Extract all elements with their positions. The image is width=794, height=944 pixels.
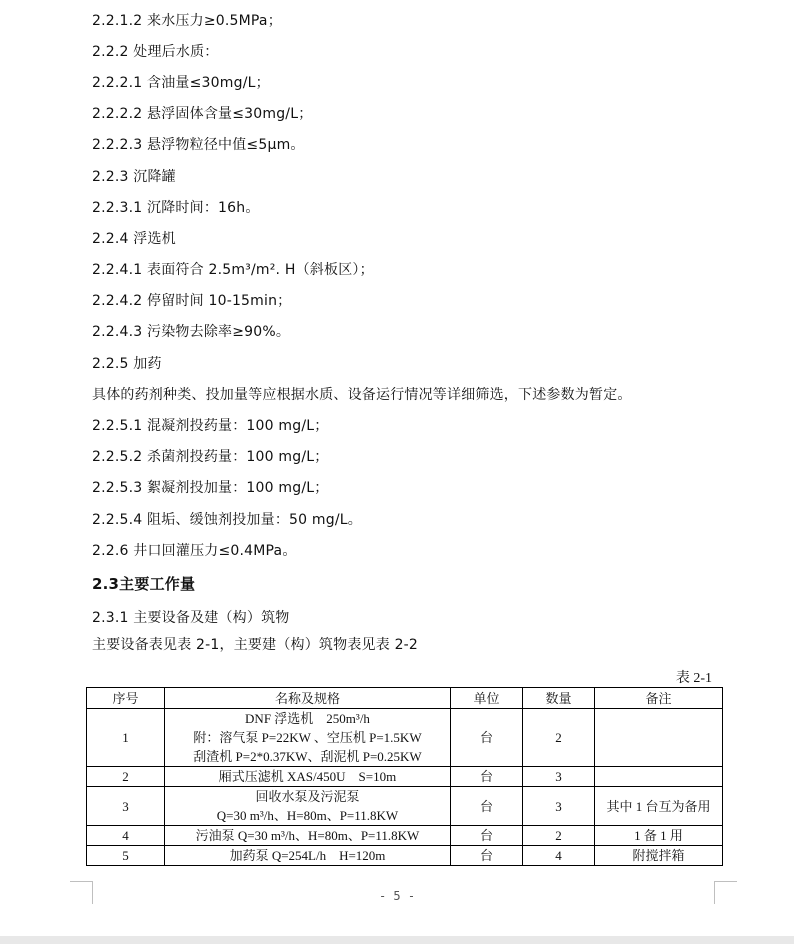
spec-line: 2.2.3.1 沉降时间：16h。 xyxy=(92,200,260,216)
spec-line: 2.2.4.3 污染物去除率≥90%。 xyxy=(92,324,291,340)
spec-text: 回收水泵及污泥泵 xyxy=(255,789,360,804)
cell-no: 4 xyxy=(87,826,165,846)
page-number: - 5 - xyxy=(378,889,416,903)
cell-unit: 台 xyxy=(451,846,523,866)
spec-line: 2.2.5.1 混凝剂投药量：100 mg/L； xyxy=(92,418,329,434)
spec-text: 附：溶气泵 P=22KW 、空压机 P=1.5KW xyxy=(193,730,422,745)
spec-text: 加药泵 Q=254L/h H=120m xyxy=(229,848,386,863)
spec-line: 2.2.3 沉降罐 xyxy=(92,169,176,185)
table-row xyxy=(87,826,723,846)
cell-qty: 3 xyxy=(523,767,595,787)
cell-note: 1 备 1 用 xyxy=(595,826,723,846)
cell-unit: 台 xyxy=(451,826,523,846)
spec-line: 2.2.4 浮选机 xyxy=(92,231,176,247)
cell-spec xyxy=(165,846,451,866)
table-row xyxy=(87,767,723,787)
table-row xyxy=(87,787,723,826)
spec-line: 2.2.2 处理后水质： xyxy=(92,44,219,60)
cell-no: 2 xyxy=(87,767,165,787)
cell-qty: 2 xyxy=(523,709,595,767)
spec-line: 2.2.2.1 含油量≤30mg/L； xyxy=(92,75,270,91)
cell-qty: 2 xyxy=(523,826,595,846)
spec-text: 污油泵 Q=30 m³/h、H=80m、P=11.8KW xyxy=(195,828,420,843)
cell-spec xyxy=(165,767,451,787)
table-header-row xyxy=(87,688,723,709)
spec-line: 2.2.1.2 来水压力≥0.5MPa； xyxy=(92,13,282,29)
header-spec: 名称及规格 xyxy=(165,688,451,709)
header-note: 备注 xyxy=(595,688,723,709)
header-no: 序号 xyxy=(87,688,165,709)
intro-text: 主要设备表见表 2-1，主要建（构）筑物表见表 2-2 xyxy=(92,637,419,653)
spec-line: 2.2.4.2 停留时间 10-15min； xyxy=(92,293,292,309)
spec-text: DNF 浮选机 250m³/h xyxy=(245,711,370,726)
header-unit: 单位 xyxy=(451,688,523,709)
table-row xyxy=(87,709,723,767)
spec-line: 2.2.5.2 杀菌剂投药量：100 mg/L； xyxy=(92,449,329,465)
header-qty: 数量 xyxy=(523,688,595,709)
cell-no: 3 xyxy=(87,787,165,826)
spec-line: 2.2.5.4 阻垢、缓蚀剂投加量：50 mg/L。 xyxy=(92,512,362,528)
cell-note xyxy=(595,767,723,787)
spec-line: 2.2.5.3 絮凝剂投加量：100 mg/L； xyxy=(92,480,329,496)
table-label: 表 2-1 xyxy=(675,671,712,686)
spec-text: 刮渣机 P=2*0.37KW、刮泥机 P=0.25KW xyxy=(193,749,422,764)
spec-line: 2.2.2.3 悬浮物粒径中值≤5μm。 xyxy=(92,137,305,153)
cell-no: 5 xyxy=(87,846,165,866)
table-row xyxy=(87,846,723,866)
spec-line: 2.2.5 加药 xyxy=(92,356,162,372)
spec-text: 厢式压滤机 XAS/450U S=10m xyxy=(218,769,397,784)
cell-no: 1 xyxy=(87,709,165,767)
cell-spec xyxy=(165,787,451,826)
equipment-table xyxy=(86,687,723,866)
subsection-heading: 2.3.1 主要设备及建（构）筑物 xyxy=(92,610,290,626)
cell-unit: 台 xyxy=(451,709,523,767)
spec-text: Q=30 m³/h、H=80m、P=11.8KW xyxy=(216,808,399,823)
cell-unit: 台 xyxy=(451,787,523,826)
cell-qty: 4 xyxy=(523,846,595,866)
cell-qty: 3 xyxy=(523,787,595,826)
cell-spec xyxy=(165,709,451,767)
spec-line: 2.2.2.2 悬浮固体含量≤30mg/L； xyxy=(92,106,313,122)
cell-note xyxy=(595,709,723,767)
cell-note: 其中 1 台互为备用 xyxy=(595,787,723,826)
cell-spec xyxy=(165,826,451,846)
body-paragraph: 具体的药剂种类、投加量等应根据水质、设备运行情况等详细筛选，下述参数为暂定。 xyxy=(92,387,632,403)
spec-line: 2.2.6 井口回灌压力≤0.4MPa。 xyxy=(92,543,297,559)
page-gap xyxy=(0,936,794,944)
cell-unit: 台 xyxy=(451,767,523,787)
spec-line: 2.2.4.1 表面符合 2.5m³/m². H（斜板区）； xyxy=(92,262,374,278)
section-heading: 2.3主要工作量 xyxy=(92,575,196,593)
cell-note: 附搅拌箱 xyxy=(595,846,723,866)
